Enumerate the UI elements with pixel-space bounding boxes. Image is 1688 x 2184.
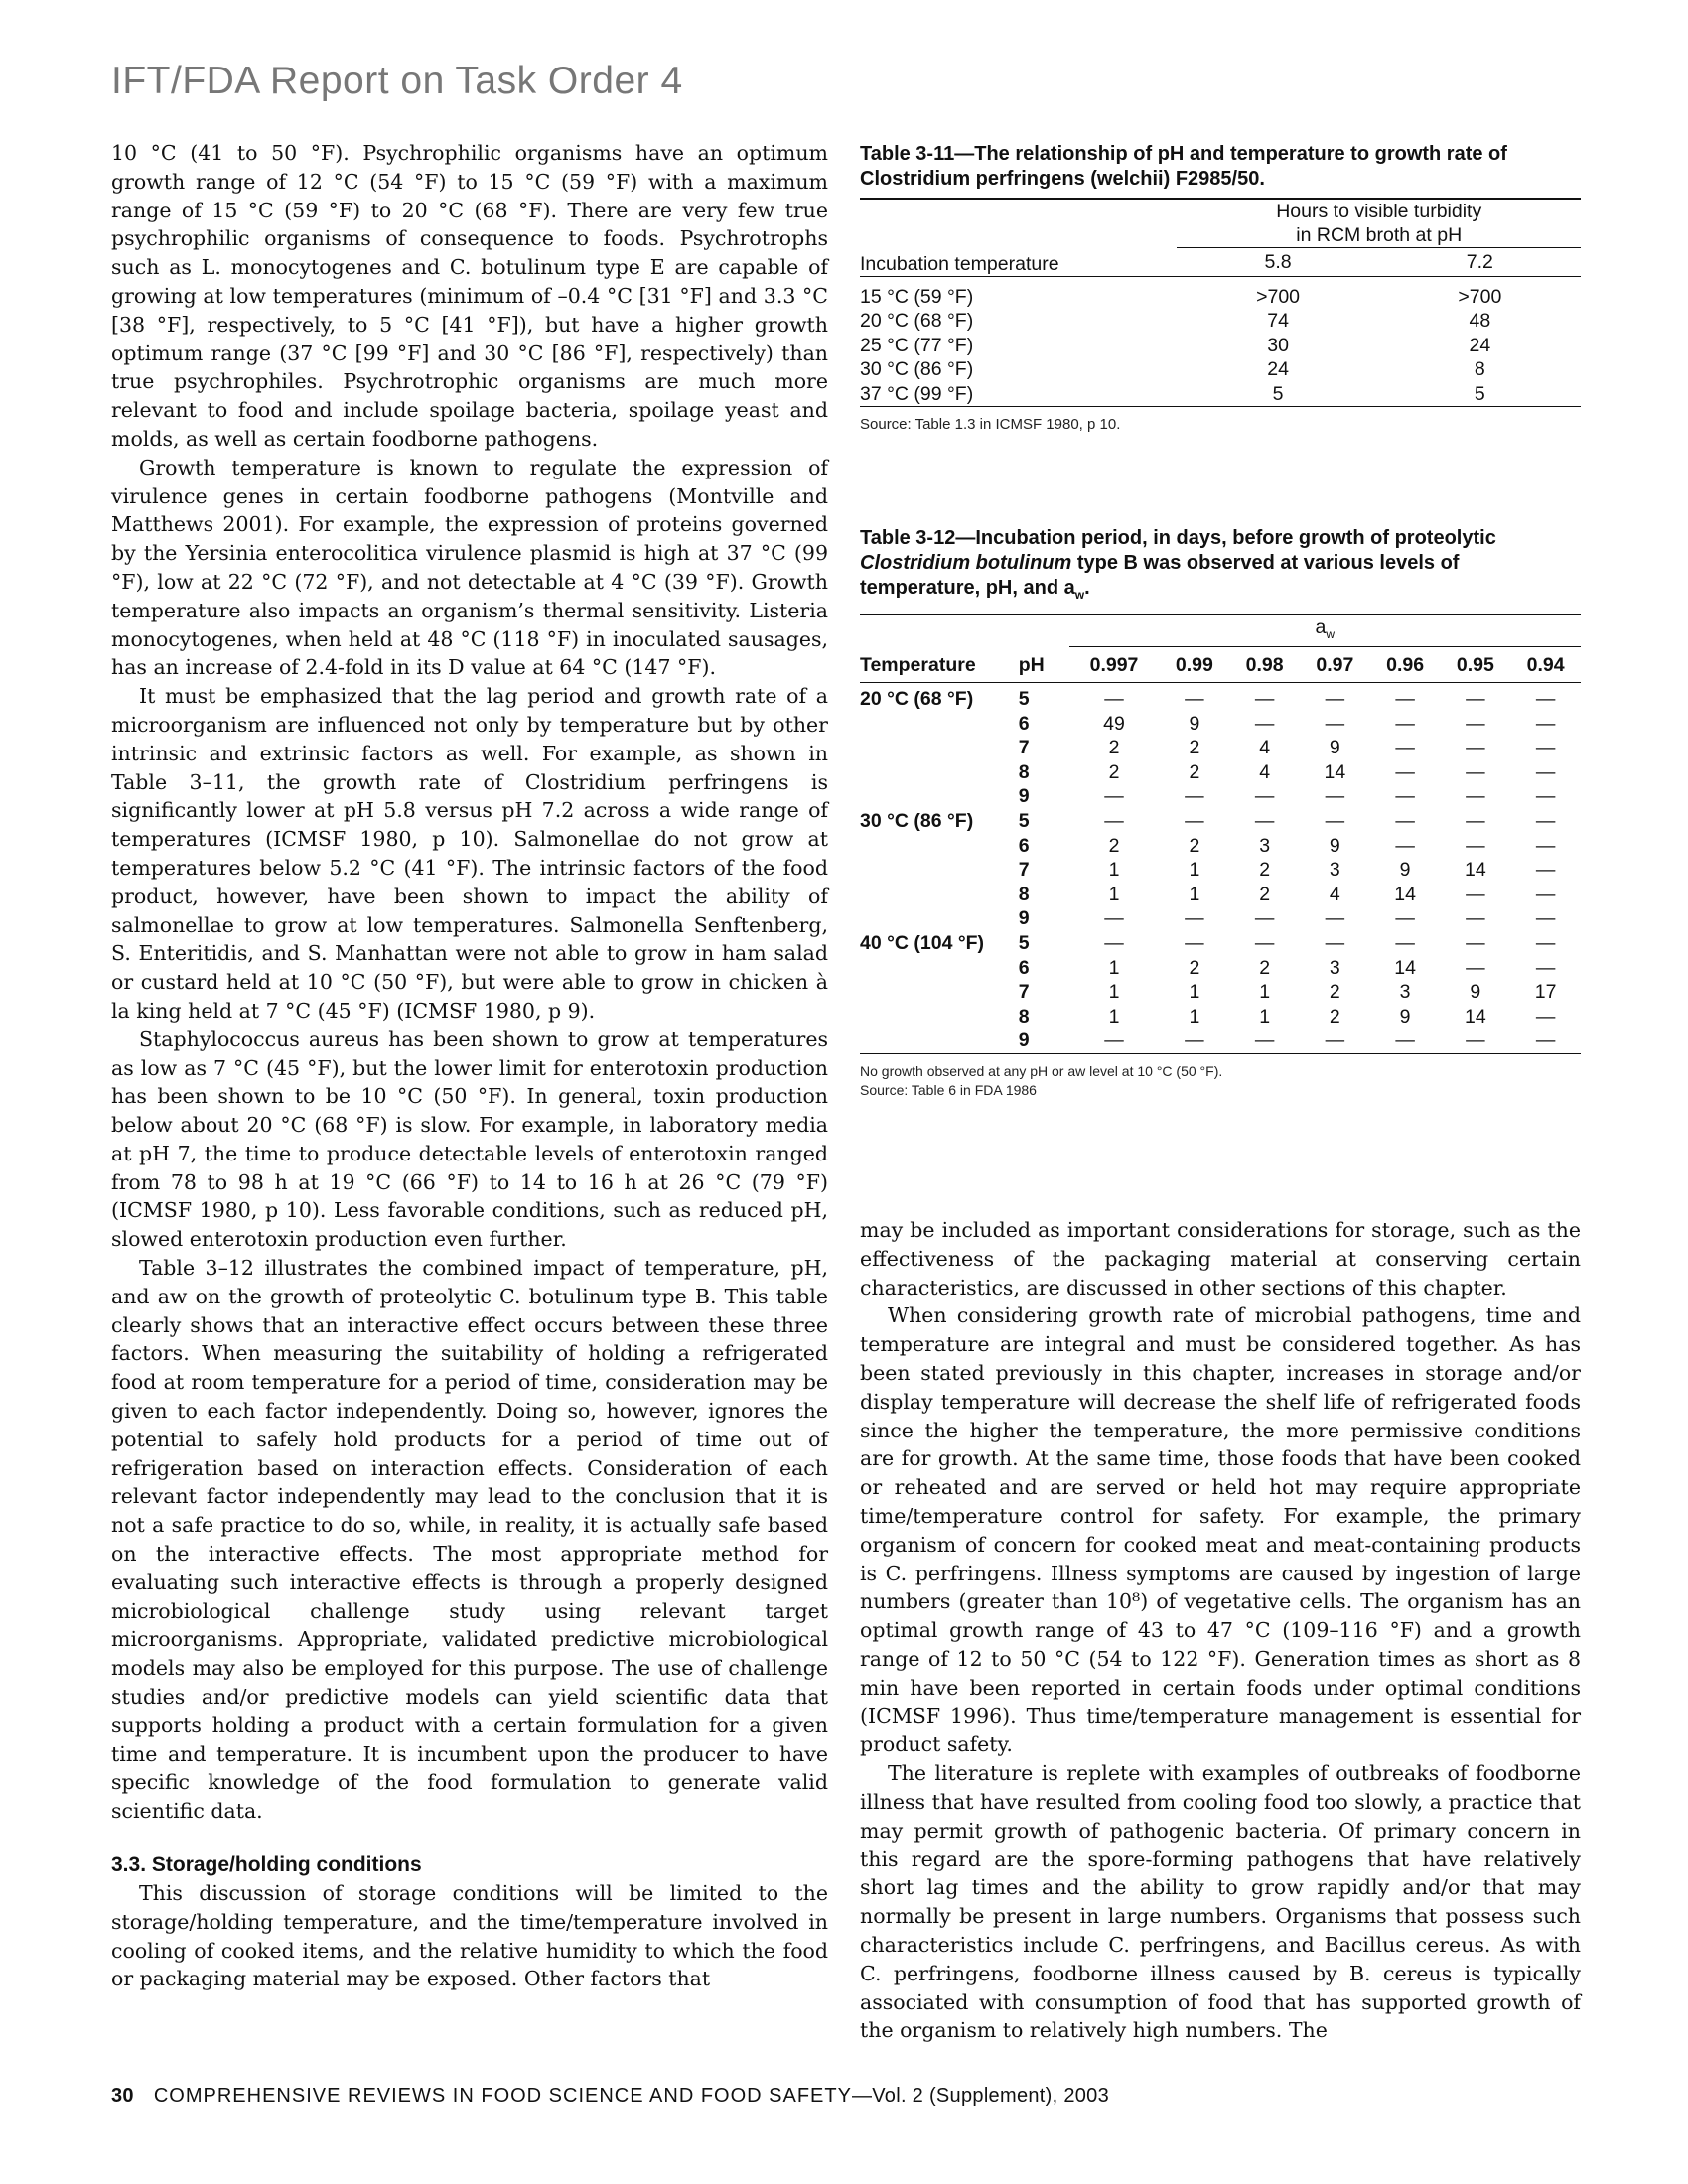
table-cell-value: 30 [1267,334,1289,356]
table-cell-value: — [1254,712,1275,735]
table-row [860,858,1581,883]
table-cell-value: 4 [1259,737,1271,759]
table-cell-value: 2 [1108,760,1120,783]
table-row [860,834,1581,859]
table-cell-ph: 7 [1018,859,1030,882]
table-3-12-source: Source: Table 6 in FDA 1986 [860,1081,1037,1098]
table-cell-value: 17 [1534,981,1557,1004]
table-cell-value: 1 [1108,1005,1120,1027]
table-cell-value: 1 [1189,883,1200,905]
table-3-11-group-header-2: in RCM broth at pH [1177,223,1581,248]
table-cell-value: — [1535,883,1556,905]
table-cell-temperature [860,760,1019,785]
table-cell-value: 1 [1259,1005,1271,1027]
table-cell-value: 3 [1259,834,1271,857]
table-3-11-col-label: Incubation temperature [860,252,1059,275]
table-3-11-ph-col: 7.2 [1466,250,1493,273]
table-3-11-ph-col: 5.8 [1264,250,1292,273]
table-cell-value: — [1395,688,1415,711]
table-cell-value: 4 [1259,760,1271,783]
table-cell-value: — [1535,737,1556,759]
table-cell-ph: 8 [1018,1005,1030,1027]
table-row [860,1005,1581,1029]
table-cell-value: 8 [1474,358,1485,380]
left-paragraph-4: Staphylococcus aureus has been shown to grow at temperatures as low as 7 °C (45 °F), but the lower limit for enterotoxin production has been shown to be 10 °C (50 °F). In general, toxin production below about 20 °C (68 °F) is slow. For example, in laboratory media at pH 7, the time to produce detectable levels of enterotoxin ranged from 78 to 98 h at 19 °C (66 °F) to 14 to 16 h at 26 °C (79 °F) (ICMSF 1980, p 10). Less favorable conditions, such as reduced pH, slowed enterotoxin production even further. [111,1026,828,1252]
table-cell-value: — [1395,810,1415,833]
table-cell-value: — [1535,859,1556,882]
left-paragraph-5: Table 3–12 illustrates the combined impact of temperature, pH, and aw on the growth of proteolytic C. botulinum type B. This table clearly shows that an interactive effect occurs between these three factors. When measuring the suitability of holding a refrigerated food at room temperature for a period of time, consideration may be given to each factor independently. Doing so, however, ignores the potential to safely hold products for a period of time out of refrigeration based on interaction effects. Consideration of each relevant factor independently may lead to the conclusion that it is not a safe practice to do so, while, in reality, it is actually safe based on the interactive effects. The most appropriate method for evaluating such interactive effects is through a properly designed microbiological challenge study using relevant target microorganisms. Appropriate, validated predictive microbiological models may also be employed for this purpose. The use of challenge studies and/or predictive models can yield scientific data that supports holding a product with a certain formulation for a given time and temperature. It is incumbent upon the producer to have specific knowledge of the food formulation to generate valid scientific data. [111,1256,828,1824]
volume-info: —Vol. 2 (Supplement), 2003 [851,2085,1110,2107]
table-cell-ph: 7 [1018,737,1030,759]
table-row [860,980,1581,1005]
table-cell-value: 2 [1189,956,1200,979]
table-row [860,1028,1581,1053]
table-cell-value: — [1535,760,1556,783]
table-3-11 [860,142,1581,434]
table-row [860,283,1581,310]
table-cell-value: — [1395,737,1415,759]
table-cell-value: 1 [1189,1005,1200,1027]
table-row [860,712,1581,737]
table-3-11-group-header-1: Hours to visible turbidity [1276,201,1482,222]
table-3-11-source: Source: Table 1.3 in ICMSF 1980, p 10. [860,416,1121,433]
table-cell-value: 49 [1103,712,1125,735]
table-cell-ph: 9 [1018,907,1030,930]
table-cell-value: 9 [1470,981,1481,1004]
table-cell-value: 5 [1272,382,1284,405]
table-cell-ph: 8 [1018,760,1030,783]
table-cell-value: — [1466,1029,1485,1052]
table-cell-temperature: 20 °C (68 °F) [860,688,974,711]
table-3-12 [860,526,1581,1100]
table-cell-value: 3 [1329,956,1340,979]
table-cell-value: 24 [1469,334,1491,356]
right-paragraph-2: When considering growth rate of microbial pathogens, time and temperature are integral and must be considered together. As has been stated previously in this chapter, increases in storage and/or display temperature will decrease the shelf life of refrigerated foods since the higher the temperature, the more permissive conditions are for growth. At the same time, those foods that have been cooked or reheated and are served or held hot may require appropriate time/temperature control for safety. For example, the primary organism of concern for cooked meat and meat-containing products is C. perfringens. Illness symptoms are caused by ingestion of large numbers (greater than 10⁸) of vegetative cells. The organism has an optimal growth range of 43 to 47 °C (109–116 °F) and a growth range of 12 to 50 °C (54 to 122 °F). Generation times as short as 8 min have been reported in certain foods under optimal conditions (ICMSF 1996). Thus time/temperature management is essential for product safety. [860,1303,1581,1757]
table-3-12-aw-col: 0.95 [1456,654,1494,677]
table-3-12-col-ph: pH [1018,654,1045,677]
table-cell-value: 2 [1189,737,1200,759]
left-paragraph-1: 10 °C (41 to 50 °F). Psychrophilic organisms have an optimum growth range of 12 °C (54 °F) to 15 °C (59 °F) with a maximum range of 15 °C (59 °F) to 20 °C (68 °F). There are very few true psychrophilic organisms of consequence to foods. Psychrotrophs such as L. monocytogenes and C. botulinum type E are capable of growing at low temperatures (minimum of –0.4 °C [31 °F] and 3.3 °C [38 °F], respectively, to 5 °C [41 °F]), but have a higher growth optimum range (37 °C [99 °F] and 30 °C [86 °F], respectively) than true psychrophiles. Psychrotrophic organisms are much more relevant to food and include spoilage bacteria, spoilage yeast and molds, as well as certain foodborne pathogens. [111,141,828,451]
journal-title: COMPREHENSIVE REVIEWS IN FOOD SCIENCE AND FOOD SAFETY [153,2085,852,2107]
table-row [860,736,1581,760]
table-cell-value: — [1395,834,1415,857]
table-cell-ph: 6 [1018,956,1030,979]
table-row [860,382,1581,407]
table-cell-temperature [860,1028,1019,1053]
table-cell-value: 3 [1399,981,1411,1004]
table-cell-value: — [1466,785,1485,808]
table-cell-value: 1 [1189,859,1200,882]
table-cell-value: 2 [1259,883,1271,905]
table-cell-ph: 5 [1018,810,1030,833]
right-paragraph-1: may be included as important considerations for storage, such as the effectiveness of the packaging material at conserving certain characteristics, are discussed in other sections of this chapter. [860,1218,1581,1299]
table-cell-value: — [1185,688,1204,711]
table-cell-temperature [860,980,1019,1005]
table-row [860,931,1581,956]
table-row [860,809,1581,834]
left-column [111,139,828,1993]
table-cell-value: 14 [1394,956,1416,979]
table-cell-value: 14 [1464,859,1486,882]
table-cell-value: >700 [1256,285,1301,308]
table-cell-value: — [1466,932,1485,955]
table-cell-value: 1 [1108,981,1120,1004]
table-cell-ph: 7 [1018,981,1030,1004]
table-cell-temperature: 15 °C (59 °F) [860,285,974,308]
table-cell-value: — [1104,907,1124,930]
table-cell-temperature [860,956,1019,981]
table-cell-value: 24 [1267,358,1289,380]
table-cell-value: — [1535,785,1556,808]
table-3-12-note: No growth observed at any pH or aw level at 10 °C (50 °F). [860,1062,1223,1079]
table-cell-value: 2 [1259,956,1271,979]
table-3-12-aw-col: 0.96 [1386,654,1425,677]
table-cell-value: — [1325,1029,1345,1052]
page-footer [111,2085,1109,2108]
table-3-12-aw-col: 0.94 [1526,654,1565,677]
table-cell-value: — [1466,810,1485,833]
table-cell-value: — [1535,688,1556,711]
running-header: IFT/FDA Report on Task Order 4 [111,60,683,102]
table-cell-value: — [1395,1029,1415,1052]
table-cell-value: >700 [1458,285,1502,308]
table-row [860,883,1581,907]
table-row [860,956,1581,981]
table-cell-value: — [1466,883,1485,905]
table-row [860,760,1581,785]
table-cell-value: — [1535,810,1556,833]
table-cell-value: 9 [1329,834,1340,857]
table-cell-ph: 9 [1018,1029,1030,1052]
table-cell-value: — [1466,688,1485,711]
table-cell-value: 14 [1394,883,1416,905]
table-3-12-aw-col: 0.98 [1245,654,1284,677]
table-cell-value: — [1535,932,1556,955]
table-cell-value: — [1104,688,1124,711]
table-3-12-aw-label: $a_w$ [1069,615,1581,647]
table-cell-temperature: 37 °C (99 °F) [860,382,974,405]
right-paragraph-3: The literature is replete with examples of outbreaks of foodborne illness that have resulted from cooling food too slowly, a practice that may permit growth of pathogenic bacteria. Of primary concern in this regard are the spore-forming pathogens that have relatively short lag times and the ability to grow rapidly and/or that may normally be present in large numbers. Organisms that possess such characteristics include C. perfringens, and Bacillus cereus. As with C. perfringens, foodborne illness caused by B. cereus is typically associated with consumption of food that has supported growth of the organism to relatively high numbers. The [860,1761,1581,2043]
table-cell-temperature: 25 °C (77 °F) [860,334,974,356]
table-cell-value: 1 [1108,956,1120,979]
table-cell-value: — [1254,932,1275,955]
table-cell-temperature: 30 °C (86 °F) [860,810,974,833]
section-heading: 3.3. Storage/holding conditions [111,1853,422,1877]
table-cell-value: 2 [1189,834,1200,857]
table-cell-value: — [1466,760,1485,783]
table-cell-value: — [1325,932,1345,955]
table-cell-value: 2 [1329,1005,1340,1027]
table-3-12-grid [860,615,1581,1054]
table-cell-value: — [1254,1029,1275,1052]
table-cell-value: 9 [1329,737,1340,759]
table-row [860,906,1581,931]
table-cell-value: — [1466,834,1485,857]
table-cell-value: 4 [1329,883,1340,905]
table-cell-value: — [1104,785,1124,808]
table-cell-value: — [1254,688,1275,711]
table-cell-temperature: 40 °C (104 °F) [860,932,985,955]
table-cell-value: — [1254,907,1275,930]
table-cell-value: — [1325,810,1345,833]
table-cell-value: 1 [1259,981,1271,1004]
table-cell-value: 1 [1189,981,1200,1004]
table-3-11-body [860,283,1581,408]
table-cell-temperature [860,1005,1019,1029]
table-cell-value: — [1254,810,1275,833]
table-cell-value: 2 [1259,859,1271,882]
table-cell-value: 48 [1469,310,1491,332]
table-cell-value: — [1395,932,1415,955]
table-cell-value: — [1395,760,1415,783]
table-cell-ph: 6 [1018,712,1030,735]
table-cell-temperature [860,858,1019,883]
table-cell-temperature [860,834,1019,859]
table-cell-value: — [1535,907,1556,930]
table-row [860,334,1581,358]
table-cell-value: 14 [1324,760,1346,783]
table-cell-value: 2 [1329,981,1340,1004]
table-3-11-caption: Table 3-11—The relationship of pH and temperature to growth rate of Clostridium perfringens (welchii) F2985/50. [860,143,1507,190]
left-paragraph-2: Growth temperature is known to regulate the expression of virulence genes in certain foodborne pathogens (Montville and Matthews 2001). For example, the expression of proteins governed by the Yersinia enterocolitica virulence plasmid is high at 37 °C (99 °F), low at 22 °C (72 °F), and not detectable at 4 °C (39 °F). Growth temperature also impacts an organism’s thermal sensitivity. Listeria monocytogenes, when held at 48 °C (118 °F) in inoculated sausages, has an increase of 2.4-fold in its D value at 64 °C (147 °F). [111,455,828,680]
table-cell-value: — [1395,712,1415,735]
table-cell-value: — [1325,712,1345,735]
table-cell-temperature [860,712,1019,737]
table-cell-value: — [1104,1029,1124,1052]
table-cell-value: — [1466,737,1485,759]
table-row [860,309,1581,334]
table-cell-value: — [1466,907,1485,930]
table-3-12-caption: Table 3-12—Incubation period, in days, before growth of proteolytic Clostridium botulinum type B was observed at various levels of temperature, pH, and $a_w$. [860,527,1496,602]
right-column [860,1216,1581,2045]
table-cell-value: — [1535,956,1556,979]
left-paragraph-6: This discussion of storage conditions will be limited to the storage/holding temperature, and the time/temperature involved in cooling of cooked items, and the relative humidity to which the food or packaging material may be exposed. Other factors that [111,1881,828,1991]
table-cell-temperature: 30 °C (86 °F) [860,358,974,380]
table-cell-value: — [1535,1005,1556,1027]
table-cell-value: 9 [1399,1005,1411,1027]
table-cell-temperature [860,784,1019,809]
table-cell-value: — [1104,932,1124,955]
table-3-12-aw-col: 0.99 [1175,654,1213,677]
table-cell-value: 9 [1189,712,1200,735]
table-row [860,683,1581,712]
table-cell-ph: 6 [1018,834,1030,857]
table-cell-value: — [1254,785,1275,808]
table-cell-value: — [1535,1029,1556,1052]
table-row [860,357,1581,382]
table-cell-value: — [1185,1029,1204,1052]
table-cell-value: — [1535,712,1556,735]
table-cell-value: — [1104,810,1124,833]
table-cell-value: 14 [1464,1005,1486,1027]
table-cell-temperature: 20 °C (68 °F) [860,310,974,332]
table-cell-value: — [1185,810,1204,833]
table-cell-value: — [1466,956,1485,979]
table-3-12-aw-col: 0.97 [1316,654,1354,677]
table-cell-value: — [1395,785,1415,808]
table-cell-value: 1 [1108,883,1120,905]
table-cell-value: 2 [1108,834,1120,857]
table-cell-value: — [1395,907,1415,930]
table-cell-value: 3 [1329,859,1340,882]
page-number: 30 [111,2085,134,2107]
table-3-12-col-temp: Temperature [860,654,976,677]
table-cell-value: 2 [1189,760,1200,783]
table-3-12-aw-col: 0.997 [1089,654,1139,677]
table-cell-value: — [1466,712,1485,735]
table-cell-value: 2 [1108,737,1120,759]
table-cell-value: — [1185,907,1204,930]
table-cell-value: 1 [1108,859,1120,882]
table-cell-value: — [1535,834,1556,857]
table-cell-value: — [1325,785,1345,808]
table-cell-value: — [1325,907,1345,930]
table-cell-value: — [1325,688,1345,711]
table-cell-ph: 5 [1018,688,1030,711]
table-cell-value: 5 [1474,382,1485,405]
table-cell-temperature [860,906,1019,931]
table-cell-temperature [860,883,1019,907]
table-cell-ph: 5 [1018,932,1030,955]
table-cell-value: 74 [1267,310,1289,332]
table-cell-value: — [1185,785,1204,808]
table-cell-temperature [860,736,1019,760]
table-cell-value: — [1185,932,1204,955]
left-paragraph-3: It must be emphasized that the lag period and growth rate of a microorganism are influenced not only by temperature but by other intrinsic and extrinsic factors as well. For example, as shown in Table 3–11, the growth rate of Clostridium perfringens is significantly lower at pH 5.8 versus pH 7.2 across a wide range of temperatures (ICMSF 1980, p 10). Salmonellae do not grow at temperatures below 5.2 °C (41 °F). The intrinsic factors of the food product, however, have been shown to impact the ability of salmonellae to grow at low temperatures. Salmonella Senftenberg, S. Enteritidis, and S. Manhattan were not able to grow in ham salad or custard held at 10 °C (50 °F), but were able to grow in chicken à la king held at 7 °C (45 °F) (ICMSF 1980, p 9). [111,684,828,1023]
table-3-11-header [860,200,1581,277]
table-cell-value: 9 [1399,859,1411,882]
table-row [860,784,1581,809]
table-cell-ph: 8 [1018,883,1030,905]
table-cell-ph: 9 [1018,785,1030,808]
